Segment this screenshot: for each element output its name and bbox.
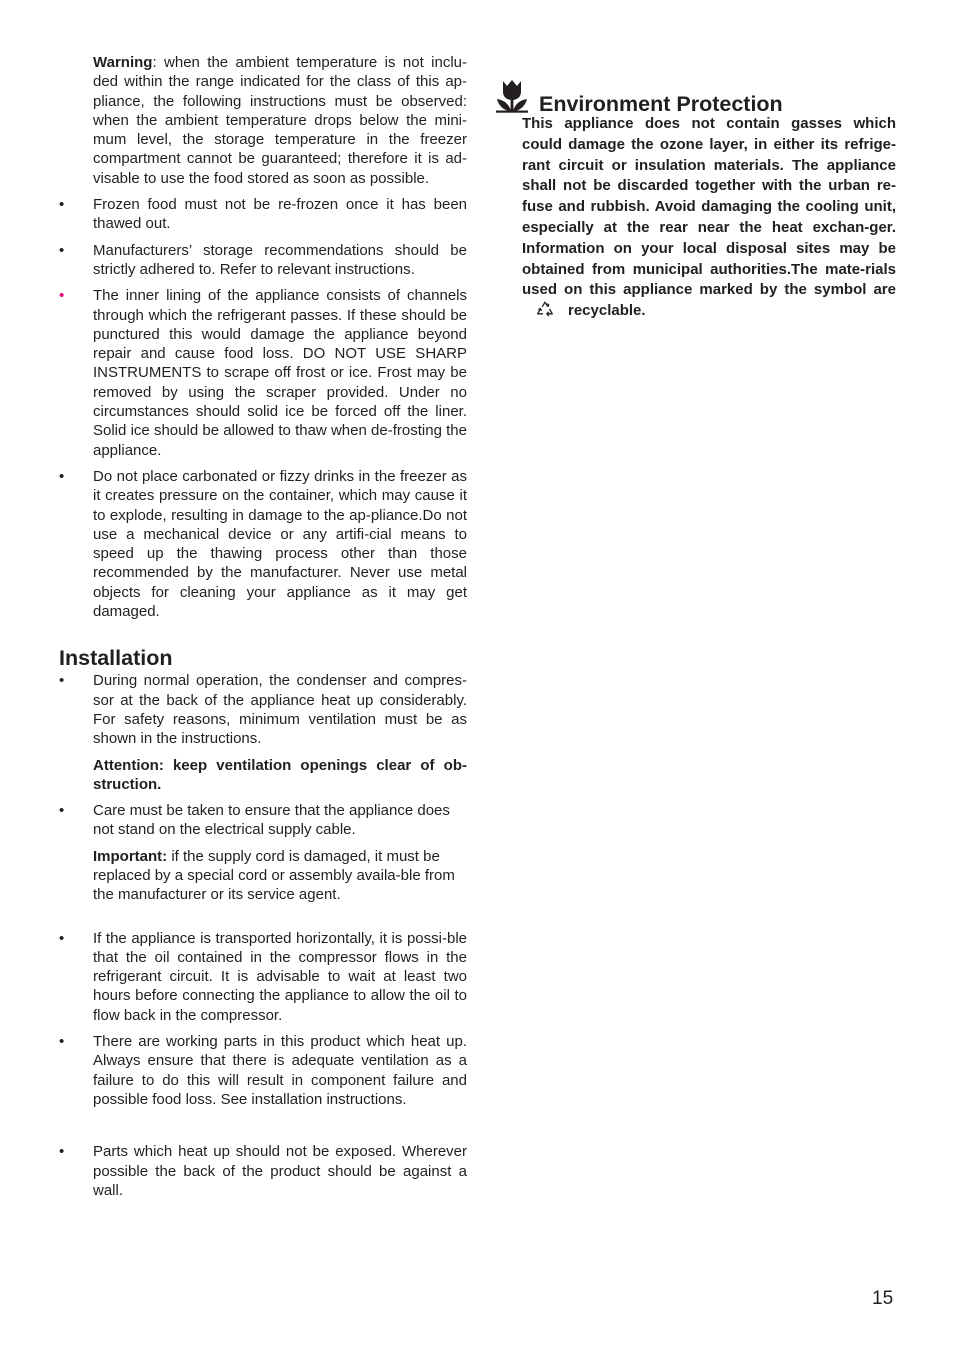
bullet-icon: • [59,672,65,690]
list-item [59,241,467,280]
page-number: 15 [872,1288,894,1309]
warning-label: Warning [93,54,153,71]
bullet-icon: • [59,1033,65,1051]
recycle-icon [536,301,554,325]
list-item-text: If the appliance is transported horizontally, it is possi-ble that the oil contained in the compressor flows in the refrigerant circuit. It is advisable to wait at least two hours before connecting the appliance to allow the oil to flow back in the compressor. [93,929,467,1024]
environment-body: This appliance does not contain gasses which could damage the ozone layer, in either its refrige-rant circuit or insulation materials. The appliance shall not be discarded together with the urban re-fuse and rubbish. Avoid damaging the cooling unit, especially at the rear near the heat exchan-ger. Information on your local disposal sites may be obtained from municipal authorities.The mate-rials used on this appliance marked by the symbol are [522,115,896,299]
installation-heading: Installation [59,646,173,671]
attention-text: Attention: keep ventilation openings clear of ob-struction. [93,756,467,793]
list-item-text: The inner lining of the appliance consists of channels through which the refrigerant passes. If these should be punctured this would damage the appliance beyond repair and cause food loss. DO NOT USE SHARP INSTRUMENTS to scrape off frost or ice. Frost may be removed by using the scraper provided. Under no circumstances should solid ice be forced off the liner. Solid ice should be allowed to thaw when de-frosting the appliance. [93,287,467,459]
list-item [59,467,467,621]
left-column [59,53,467,1200]
list-item-text: There are working parts in this product which heat up. Always ensure that there is adequate ventilation as a failure to do this will result in component failure and possible food loss. See installation instructions. [93,1033,467,1108]
list-item-text: Care must be taken to ensure that the appliance does not stand on the electrical supply cable. [93,802,450,839]
list-item [59,1142,467,1200]
bullet-icon: • [59,241,65,259]
right-column [494,72,896,325]
list-item [59,1032,467,1109]
environment-heading: Environment Protection [539,92,783,116]
list-item-text: Parts which heat up should not be exposed. Wherever possible the back of the product should be against a wall. [93,1143,467,1199]
list-item [59,671,467,748]
environment-text [522,114,896,325]
list-item-text: Manufacturers’ storage recommendations should be strictly adhered to. Refer to relevant instructions. [93,241,467,278]
list-item [59,801,467,840]
bullet-icon: • [59,196,65,214]
list-item [59,195,467,234]
warning-paragraph [59,53,467,188]
list-item-text: Do not place carbonated or fizzy drinks in the freezer as it creates pressure on the container, which may cause it to explode, resulting in damage to the ap-pliance.Do not use a mechanical device or any artifi-cial means to speed up the thawing process other than those recommended by the manufacturer. Never use metal objects for cleaning your appliance as it may get damaged. [93,467,467,621]
bullet-icon: • [59,467,65,485]
bullet-icon: • [59,1143,65,1161]
attention-note [59,756,467,795]
tulip-icon [494,78,530,114]
list-item [59,929,467,1025]
important-note [59,847,467,905]
environment-end: recyclable. [568,302,646,320]
list-item-text: Frozen food must not be re-frozen once it has been thawed out. [93,196,467,233]
environment-header [494,72,896,114]
bullet-icon: • [59,287,65,305]
warning-text: : when the ambient temperature is not inclu-ded within the range indicated for the class of this ap-pliance, the following instructions must be observed: when the ambient temperature drops below the mini-mum level, the storage temperature in the freezer compartment cannot be guaranteed; therefore it is ad-visable to use the food stored as soon as possible. [93,54,467,187]
bullet-icon: • [59,802,65,820]
important-text: if the supply cord is damaged, it must be replaced by a special cord or assembly availa-ble from the manufacturer or its service agent. [93,847,455,904]
list-item [59,286,467,460]
list-item-text: During normal operation, the condenser and compres-sor at the back of the appliance heat up considerably. For safety reasons, minimum ventilation must be as shown in the instructions. [93,672,467,748]
important-label: Important: [93,847,168,865]
bullet-icon: • [59,929,65,947]
